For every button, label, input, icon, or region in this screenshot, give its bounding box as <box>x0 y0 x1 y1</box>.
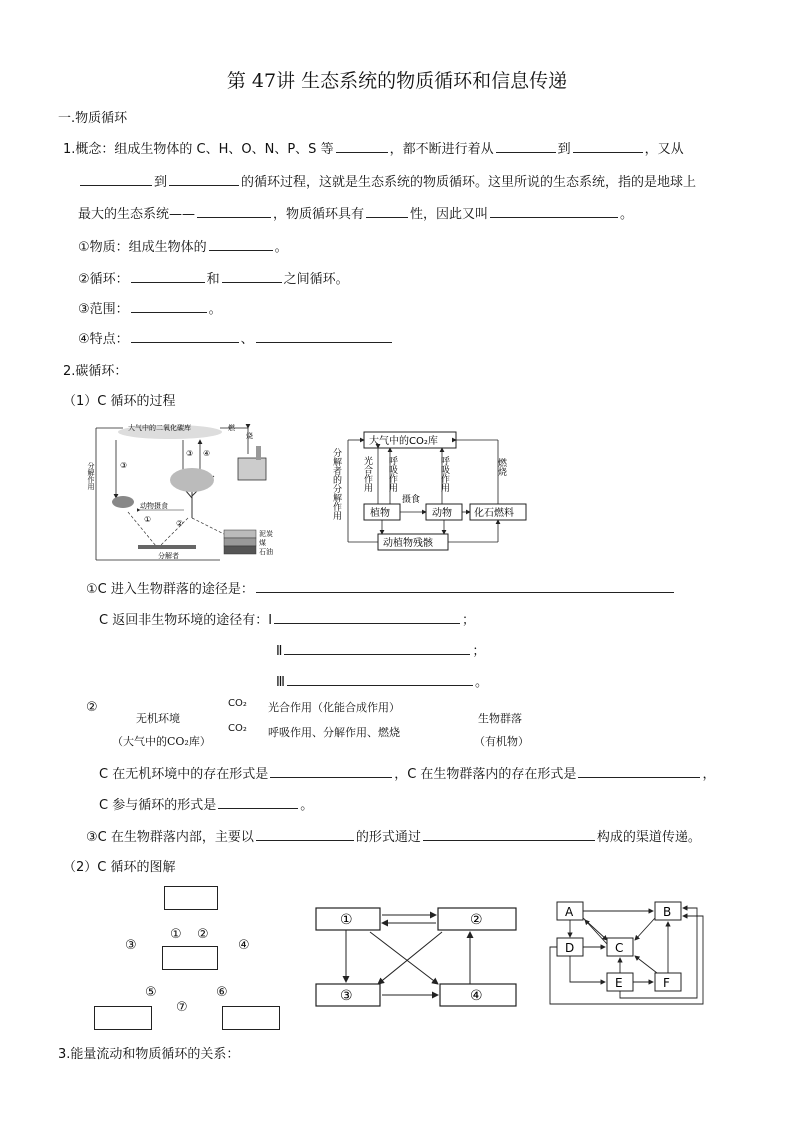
photosynthesis-label: 光合作用（化能合成作用） <box>268 701 400 714</box>
d2-num-2: ② <box>470 912 483 928</box>
text: 性，因此又叫 <box>410 207 489 222</box>
num-2: ② <box>176 519 184 528</box>
atmosphere-label: 大气中的二氧化碳库 <box>128 424 191 432</box>
text: C 参与循环的形式是 <box>99 798 217 813</box>
subheading-carbon-process: （1）C 循环的过程 <box>63 394 176 409</box>
text: 之间循环。 <box>283 272 349 287</box>
num-4: ④ <box>203 449 211 458</box>
dashed-2 <box>160 518 188 546</box>
text: 。 <box>274 240 288 255</box>
blank[interactable] <box>270 764 392 778</box>
d3-label-d: D <box>565 941 575 955</box>
text: 。 <box>208 302 222 317</box>
eat-label: 摄食 <box>402 495 421 505</box>
text: C 返回非生物环境的途径有：Ⅰ <box>99 613 273 628</box>
text: 的循环过程，这就是生态系统的物质循环。这里所说的生态系统，指的是地球上 <box>241 175 697 190</box>
text: 到 <box>154 175 168 190</box>
text: ③C 在生物群落内部，主要以 <box>86 830 254 845</box>
remains-label: 动植物残骸 <box>383 538 433 549</box>
blank[interactable] <box>131 269 205 283</box>
item-scope <box>78 298 222 317</box>
diagram1-num-7: ⑦ <box>176 1000 188 1015</box>
coal-label: 煤 <box>259 539 266 547</box>
subheading-carbon-diagram: （2）C 循环的图解 <box>63 860 176 875</box>
item-cycle <box>78 268 349 287</box>
animal-label: 动物 <box>432 508 452 519</box>
blank[interactable] <box>366 204 408 218</box>
text: ，又从 <box>644 142 684 157</box>
animal-eat-label: 动物摄食 <box>140 502 168 510</box>
text: ①物质：组成生物体的 <box>78 240 207 255</box>
blank[interactable] <box>256 579 674 593</box>
blank[interactable] <box>287 672 473 686</box>
text: 。 <box>300 798 314 813</box>
diagram1-middle-box <box>162 946 218 970</box>
num-3b: ③ <box>186 449 194 458</box>
resp2-label: 呼吸作用 <box>439 456 449 492</box>
respiration-label: 呼吸作用、分解作用、燃烧 <box>268 726 400 739</box>
blank[interactable] <box>423 827 595 841</box>
blank[interactable] <box>80 172 152 186</box>
num-3: ③ <box>120 461 128 470</box>
d3-label-e: E <box>615 976 623 990</box>
diagram3 <box>545 896 715 1011</box>
text: ，C 在生物群落内的存在形式是 <box>394 767 577 782</box>
text: ； <box>472 644 486 659</box>
d3-f-c <box>635 956 657 973</box>
abiotic-sub-label: （大气中的CO₂库） <box>112 735 211 748</box>
biotic-label: 生物群落 <box>478 712 522 725</box>
question-return-1 <box>99 609 475 628</box>
text: Ⅲ <box>276 675 285 690</box>
text: ； <box>462 613 476 628</box>
text: 、 <box>240 332 254 347</box>
concept-line-1 <box>63 138 684 157</box>
fossil-label: 化石燃料 <box>474 508 514 519</box>
text: ①C 进入生物群落的途径是： <box>86 582 254 597</box>
form-line-3 <box>86 826 701 845</box>
blank[interactable] <box>490 204 618 218</box>
circle-2: ② <box>86 700 98 715</box>
oil-label: 石油 <box>259 548 273 556</box>
item-material <box>78 236 288 255</box>
chimney-shape <box>256 446 261 460</box>
text: ， <box>702 767 716 782</box>
text: 构成的渠道传递。 <box>596 830 701 845</box>
blank[interactable] <box>169 172 239 186</box>
tree-shape <box>170 468 214 518</box>
blank[interactable] <box>131 299 207 313</box>
d2-num-3: ③ <box>340 988 353 1004</box>
blank[interactable] <box>256 329 392 343</box>
blank[interactable] <box>131 329 239 343</box>
diagram1-num-4: ④ <box>238 938 250 953</box>
diagram1-num-6: ⑥ <box>216 985 228 1000</box>
section-heading-material-cycle: 一.物质循环 <box>58 111 128 126</box>
num-1: ① <box>144 515 152 524</box>
carbon-cycle-illustration <box>88 418 288 566</box>
d3-label-c: C <box>615 941 624 955</box>
section-heading-relation: 3.能量流动和物质循环的关系： <box>58 1047 240 1062</box>
blank[interactable] <box>578 764 700 778</box>
peat-layer <box>224 530 256 538</box>
blank[interactable] <box>197 204 271 218</box>
co2-top-label: CO₂ <box>228 698 247 709</box>
text: C 在无机环境中的存在形式是 <box>99 767 269 782</box>
diagram1-right-box <box>222 1006 280 1030</box>
text: 。 <box>474 675 488 690</box>
d2-num-4: ④ <box>470 988 483 1004</box>
text: ②循环： <box>78 272 129 287</box>
plant-label: 植物 <box>370 508 390 519</box>
blank[interactable] <box>496 139 556 153</box>
abiotic-label: 无机环境 <box>136 712 180 725</box>
resp1-label: 呼吸作用 <box>387 456 397 492</box>
blank[interactable] <box>336 139 388 153</box>
text: 到 <box>557 142 571 157</box>
dashed-1 <box>128 512 156 546</box>
concept-line-3 <box>78 203 633 222</box>
form-line-2 <box>99 794 313 813</box>
blank[interactable] <box>218 795 298 809</box>
question-enter <box>86 578 676 597</box>
blank[interactable] <box>573 139 643 153</box>
soil-shape <box>138 545 196 549</box>
co2-bottom-label: CO₂ <box>228 723 247 734</box>
form-line-1 <box>99 763 715 782</box>
text: 1.概念：组成生物体的 C、H、O、N、P、S 等 <box>63 142 334 157</box>
text: 的形式通过 <box>355 830 421 845</box>
d2-num-1: ① <box>340 912 353 928</box>
d3-c-a <box>585 920 607 944</box>
coal-layer <box>224 538 256 546</box>
biotic-sub-label: （有机物） <box>474 735 529 748</box>
diagram1-left-box <box>94 1006 152 1030</box>
atm-label: 大气中的CO₂库 <box>369 436 438 447</box>
text: ，都不断进行着从 <box>389 142 494 157</box>
section-heading-carbon: 2.碳循环： <box>63 364 128 379</box>
text: ③范围： <box>78 302 129 317</box>
burn-label-1: 燃 <box>228 424 235 432</box>
blank[interactable] <box>256 827 354 841</box>
photo-label: 光合作用 <box>362 456 372 492</box>
diagram1-num-1: ① <box>170 927 182 942</box>
question-return-2 <box>276 640 485 659</box>
d3-label-f: F <box>663 976 670 990</box>
decomposer-side-label: 分解者的分解作用 <box>331 448 341 520</box>
decomposer-label: 分解者 <box>158 552 179 560</box>
animal-shape <box>112 496 134 508</box>
dashed-3 <box>192 518 224 534</box>
factory-shape <box>238 458 266 480</box>
burn-label: 燃烧 <box>496 458 506 476</box>
blank[interactable] <box>222 269 282 283</box>
burn-label-2: 烧 <box>246 432 253 440</box>
decomp-vertical-label: 分解作用 <box>87 462 95 490</box>
text: ，物质循环具有 <box>273 207 365 222</box>
text: ④特点： <box>78 332 129 347</box>
d2-arrow-1-4 <box>370 932 438 984</box>
d2-arrow-2-3 <box>378 932 442 984</box>
question-return-3 <box>276 671 488 690</box>
oil-layer <box>224 546 256 554</box>
text: 和 <box>206 272 220 287</box>
diagram1-num-3: ③ <box>125 938 137 953</box>
d3-label-a: A <box>565 905 574 919</box>
peat-label: 泥炭 <box>259 530 273 538</box>
item-features <box>78 328 394 347</box>
diagram1-num-2: ② <box>197 927 209 942</box>
diagram1-top-box <box>164 886 218 910</box>
text: 最大的生态系统—— <box>78 207 196 222</box>
d3-b-c <box>635 918 655 940</box>
diagram2 <box>310 900 525 1015</box>
d3-label-b: B <box>663 905 672 919</box>
text: Ⅱ <box>276 644 283 659</box>
text: 。 <box>620 207 634 222</box>
diagram1-num-5: ⑤ <box>145 985 157 1000</box>
d3-d-e <box>570 956 605 982</box>
carbon-cycle-flowchart <box>331 426 534 556</box>
blank[interactable] <box>274 610 460 624</box>
concept-line-2 <box>78 171 696 190</box>
page-title: 第 47讲 生态系统的物质循环和信息传递 <box>226 70 568 92</box>
blank[interactable] <box>209 237 273 251</box>
blank[interactable] <box>284 641 470 655</box>
